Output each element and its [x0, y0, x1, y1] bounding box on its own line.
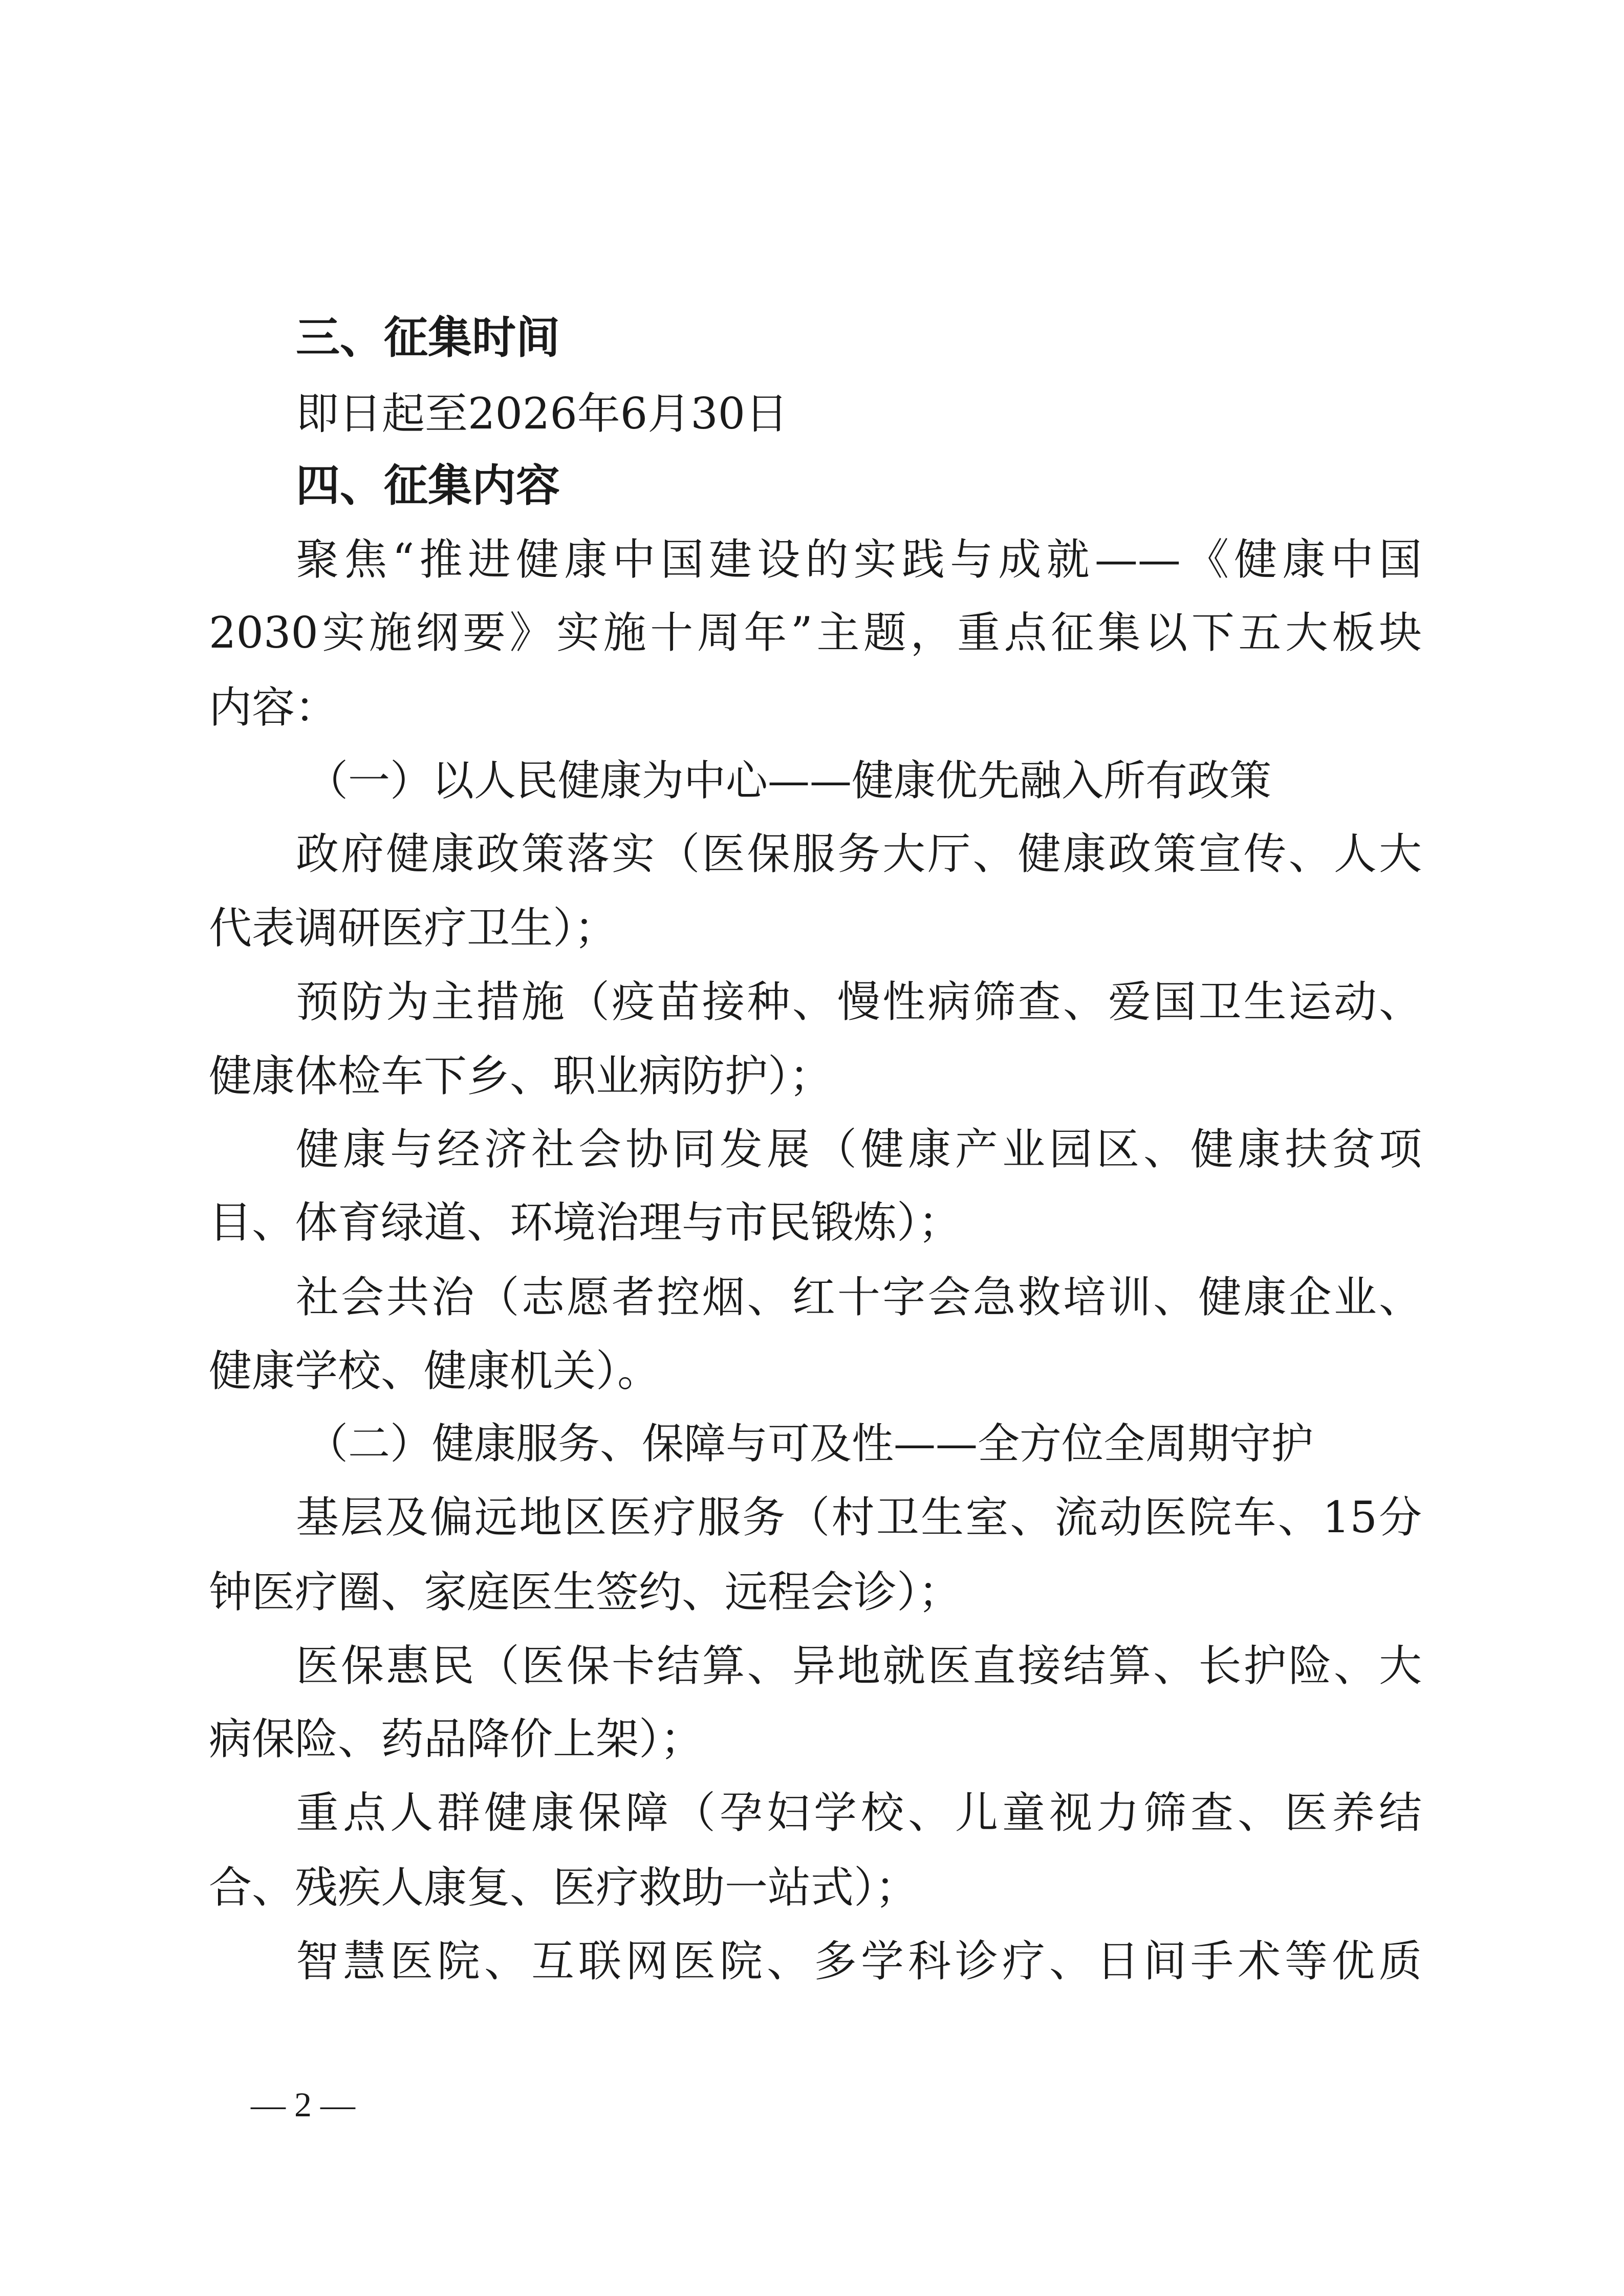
paragraph-line: 预防为主措施（疫苗接种、慢性病筛查、爱国卫生运动、	[296, 977, 1422, 1027]
paragraph-line: 基层及偏远地区医疗服务（村卫生室、流动医院车、15分	[296, 1492, 1422, 1542]
paragraph-line: 健康体检车下乡、职业病防护）；	[209, 1051, 833, 1101]
paragraph-line: 合、残疾人康复、医疗救助一站式）；	[209, 1862, 919, 1913]
paragraph-line: 病保险、药品降价上架）；	[209, 1714, 704, 1764]
paragraph-line: 健康与经济社会协同发展（健康产业园区、健康扶贫项	[296, 1124, 1422, 1174]
paragraph-line: 重点人群健康保障（孕妇学校、儿童视力筛查、医养结	[296, 1788, 1422, 1838]
paragraph-line: 内容：	[209, 682, 338, 733]
paragraph-line: 钟医疗圈、家庭医生签约、远程会诊）；	[209, 1567, 962, 1617]
paragraph-line: 医保惠民（医保卡结算、异地就医直接结算、长护险、大	[296, 1641, 1422, 1691]
paragraph-line: 目、体育绿道、环境治理与市民锻炼）；	[209, 1197, 962, 1248]
paragraph-line: 聚焦“推进健康中国建设的实践与成就——《健康中国	[296, 534, 1422, 585]
collection-period-text: 即日起至2026年6月30日	[296, 389, 789, 439]
section-heading-collection-content: 四、征集内容	[296, 460, 560, 511]
paragraph-line: 健康学校、健康机关）。	[209, 1346, 661, 1396]
paragraph-line: 2030实施纲要》实施十周年”主题，重点征集以下五大板块	[209, 608, 1422, 658]
paragraph-line: 政府健康政策落实（医保服务大厅、健康政策宣传、人大	[296, 829, 1422, 879]
subheading-health-services: （二）健康服务、保障与可及性——全方位全周期守护	[306, 1420, 1314, 1468]
paragraph-line: 代表调研医疗卫生）；	[209, 903, 618, 953]
section-heading-collection-time: 三、征集时间	[296, 312, 560, 363]
paragraph-line: 智慧医院、互联网医院、多学科诊疗、日间手术等优质	[296, 1936, 1422, 1986]
subheading-people-health-centered: （一）以人民健康为中心——健康优先融入所有政策	[306, 757, 1272, 805]
paragraph-line: 社会共治（志愿者控烟、红十字会急救培训、健康企业、	[296, 1272, 1422, 1322]
page-number: — 2 —	[251, 2085, 355, 2124]
